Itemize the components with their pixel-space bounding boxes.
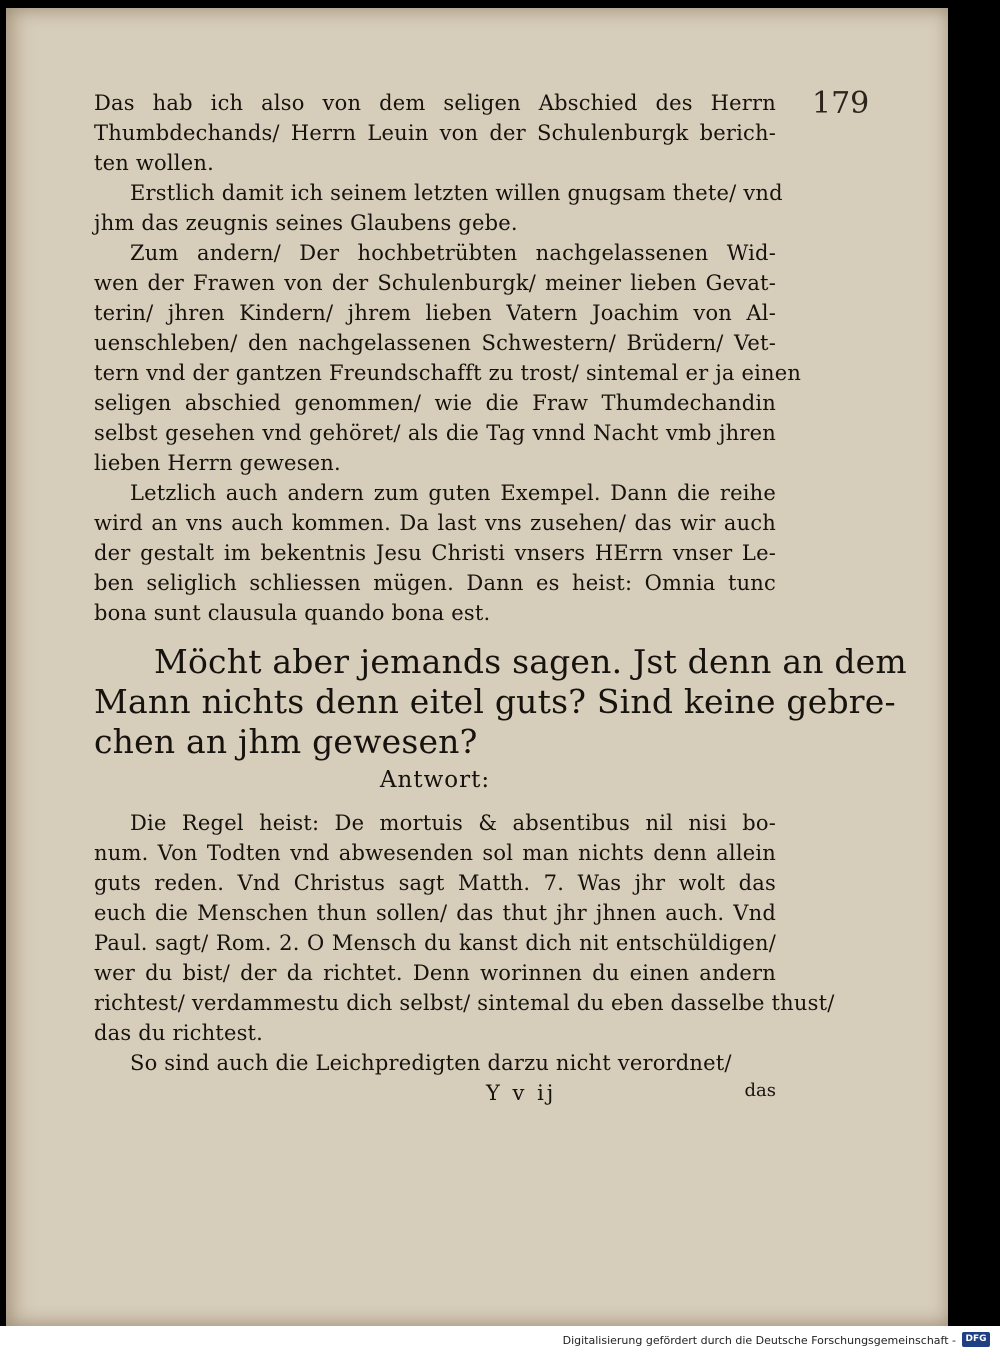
text-line: Erstlich damit ich seinem letzten willen gnugsam thete/ vnd: [130, 181, 783, 205]
text-line: seligen abschied genommen/ wie die Fraw Thumdechandin: [94, 391, 776, 415]
signature-mark: Y v ij: [486, 1081, 557, 1105]
dfg-logo-icon: DFG: [962, 1332, 990, 1347]
paragraph: [94, 478, 776, 628]
text-line: Das hab ich also von dem seligen Abschied des Herrn: [94, 91, 776, 115]
text-line: num. Von Todten vnd abwesenden sol man nichts denn allein: [94, 841, 776, 865]
text-line: richtest/ verdammestu dich selbst/ sintemal du eben dasselbe thust/: [94, 991, 835, 1015]
text-line: Die Regel heist: De mortuis & absentibus nil nisi bo-: [130, 811, 776, 835]
text-line: wird an vns auch kommen. Da last vns zusehen/ das wir auch: [94, 511, 776, 535]
paragraph: [94, 808, 835, 1048]
paragraph: [94, 1048, 776, 1078]
text-line: terin/ jhren Kindern/ jhrem lieben Vatern Joachim von Al-: [94, 301, 776, 325]
text-line: Letzlich auch andern zum guten Exempel. Dann die reihe: [130, 481, 776, 505]
text-line: euch die Menschen thun sollen/ das thut jhr jhnen auch. Vnd: [94, 901, 776, 925]
text-line: Zum andern/ Der hochbetrübten nachgelassenen Wid-: [130, 241, 776, 265]
text-line: wer du bist/ der da richtet. Denn worinnen du einen andern: [94, 961, 776, 985]
paragraph: [94, 178, 783, 238]
paragraph: [94, 238, 802, 478]
heading-line: Möcht aber jemands sagen. Jst denn an dem: [154, 642, 907, 681]
text-line: selbst gesehen vnd gehöret/ als die Tag vnnd Nacht vmb jhren: [94, 421, 776, 445]
text-line: der gestalt im bekentnis Jesu Christi vnsers HErrn vnser Le-: [94, 541, 776, 565]
catchword: das: [744, 1080, 776, 1101]
digitization-credit-bar: [0, 1326, 1000, 1355]
heading-line: Mann nichts denn eitel guts? Sind keine gebre-: [94, 682, 896, 721]
text-line: Thumbdechands/ Herrn Leuin von der Schulenburgk berich-: [94, 121, 776, 145]
text-line: ten wollen.: [94, 151, 214, 175]
page-footer-row: [94, 1078, 776, 1110]
text-line: wen der Frawen von der Schulenburgk/ meiner lieben Gevat-: [94, 271, 776, 295]
bottom-paragraphs: [94, 808, 835, 1078]
question-heading: [94, 642, 907, 762]
text-line: bona sunt clausula quando bona est.: [94, 601, 491, 625]
text-line: ben seliglich schliessen mügen. Dann es heist: Omnia tunc: [94, 571, 776, 595]
text-line: lieben Herrn gewesen.: [94, 451, 341, 475]
text-line: guts reden. Vnd Christus sagt Matth. 7. Was jhr wolt das: [94, 871, 776, 895]
page-number: 179: [812, 86, 870, 121]
answer-subheading: Antwort:: [379, 767, 491, 793]
digitization-credit: Digitalisierung gefördert durch die Deutsche Forschungsgemeinschaft -: [562, 1334, 956, 1347]
text-line: tern vnd der gantzen Freundschafft zu trost/ sintemal er ja einen: [94, 361, 802, 385]
heading-line: chen an jhm gewesen?: [94, 722, 478, 761]
text-line: Paul. sagt/ Rom. 2. O Mensch du kanst dich nit entschüldigen/: [94, 931, 776, 955]
text-line: jhm das zeugnis seines Glaubens gebe.: [94, 211, 518, 235]
book-page: [6, 8, 948, 1326]
text-line: So sind auch die Leichpredigten darzu nicht verordnet/: [130, 1051, 732, 1075]
paragraph: [94, 88, 776, 178]
text-line: uenschleben/ den nachgelassenen Schwestern/ Brüdern/ Vet-: [94, 331, 776, 355]
text-line: das du richtest.: [94, 1021, 264, 1045]
top-paragraphs: [94, 88, 802, 628]
